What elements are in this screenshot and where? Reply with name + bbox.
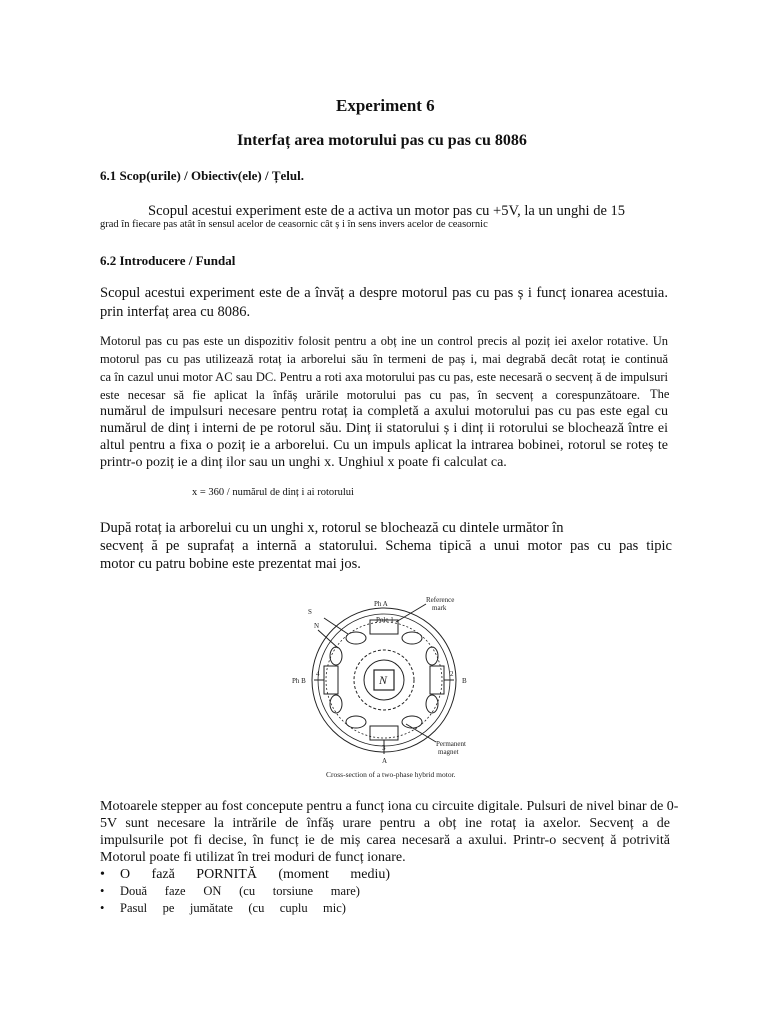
list-item: [100, 883, 360, 900]
paragraph-line: După rotaț ia arborelui cu un unghi x, rotorul se blochează cu dintele următor în: [100, 520, 564, 536]
bullet-word: pe: [162, 901, 175, 915]
paragraph-line-tail: The: [650, 387, 670, 401]
paragraph-line: Motorul poate fi utilizat în trei moduri de funcț ionare.: [100, 850, 406, 865]
paragraph-line: motor cu patru bobine este prezentat mai jos.: [100, 556, 361, 572]
intro-line: prin interfaț area cu 8086.: [100, 304, 251, 320]
bullet-word: mare): [330, 884, 360, 898]
list-item: [100, 866, 390, 884]
bullet-word: (cu: [239, 884, 256, 898]
list-item: [100, 900, 346, 917]
paragraph-line: este necesar să fie aplicat la înfăș urările motorului pas cu pas, în secvenț a corespunzătoare.: [100, 388, 640, 402]
experiment-title: Experiment 6: [336, 96, 435, 115]
label-b: B: [462, 677, 467, 685]
pole-bottom: [370, 726, 398, 740]
bullet-word: (cu: [248, 901, 265, 915]
bullet-word: jumătate: [189, 901, 233, 915]
pole-right: [430, 666, 444, 694]
paragraph-line: altul pentru a fixa o poziț ie a arborelui. Cu un impuls aplicat la intrarea bobinei, rotorul se roteș te: [100, 438, 668, 453]
label-magnet: magnet: [438, 748, 459, 756]
label-pole-1: Pole 1: [376, 616, 394, 624]
label-ph-b: Ph B: [292, 677, 306, 685]
section-1-text-line: Scopul acestui experiment este de a activa un motor pas cu +5V, la un unghi de 15: [148, 203, 626, 219]
label-n: N: [314, 622, 320, 630]
label-mark: mark: [432, 604, 447, 612]
bullet-word: PORNITĂ: [196, 867, 257, 882]
bullet-marker: •: [100, 901, 105, 915]
bullet-word: Pasul: [120, 901, 148, 915]
paragraph-line: 5V sunt necesare la intrările de înfăș urare pentru a obț ine rotaț ia axelor. Secvenț a de: [100, 816, 670, 831]
bullet-word: fază: [151, 867, 175, 882]
paragraph-line: printr-o poziț ie a dinț ilor sau un unghi x. Unghiul x poate fi calculat ca.: [100, 455, 507, 470]
label-4: 4: [316, 670, 320, 678]
paragraph-line: ca în cazul unui motor AC sau DC. Pentru a roti axa motorului pas cu pas, este necesară o secvenț ă de impulsuri: [100, 370, 668, 384]
bullet-word: ON: [203, 884, 222, 898]
section-1-title: 6.1 Scop(urile) / Obiectiv(ele) / Țelul.: [100, 168, 304, 183]
bullet-word: torsiune: [272, 884, 314, 898]
section-2-title: 6.2 Introducere / Fundal: [100, 253, 236, 268]
paragraph-line: numărul de impulsuri necesare pentru rotaț ia completă a axului motorului pas cu pas este egal cu: [100, 404, 668, 419]
paragraph-line: numărul de dinț i interni de pe rotorul său. Dinț ii statorului ș i dinț ii rotorului se blochează între ei: [100, 421, 668, 436]
bullet-word: Două: [120, 884, 148, 898]
label-permanent: Permanent: [436, 740, 466, 748]
label-a-bottom: A: [382, 757, 388, 765]
bullet-marker: •: [100, 884, 105, 898]
motor-cross-section-figure: [286, 594, 496, 784]
label-reference: Reference: [426, 596, 455, 604]
bullet-word: cuplu: [279, 901, 308, 915]
figure-caption: Cross-section of a two-phase hybrid motor.: [326, 770, 456, 779]
label-ph-a: Ph A: [374, 600, 388, 608]
paragraph-line: secvenț ă pe suprafaț a internă a statorului. Schema tipică a unui motor pas cu pas tipic: [100, 538, 672, 554]
paragraph-line: Motorul pas cu pas este un dispozitiv folosit pentru a obț ine un control precis al poziț iei axelor rotative. Un: [100, 334, 668, 348]
paragraph-line: motorul pas cu pas utilizează rotaț ia arborelui său în termeni de paș i, mai degrabă decât rotaț ie continuă: [100, 352, 668, 366]
paragraph-line: Motoarele stepper au fost concepute pentru a funcț iona cu circuite digitale. Pulsuri de nivel binar de 0-: [100, 799, 679, 814]
label-3: 3: [382, 744, 386, 752]
bullet-word: O: [120, 867, 131, 882]
bullet-word: (moment: [278, 867, 329, 882]
bullet-word: faze: [164, 884, 186, 898]
section-1-text-line-small: grad în fiecare pas atât în sensul acelor de ceasornic cât ș i în sens invers acelor de ceasornic: [100, 219, 488, 230]
label-rotor-n: N: [379, 673, 388, 687]
formula: x = 360 / numărul de dinț i ai rotorului: [192, 487, 354, 498]
bullet-word: mediu): [350, 867, 390, 882]
label-2: 2: [450, 670, 454, 678]
bullet-marker: •: [100, 867, 105, 882]
intro-line: Scopul acestui experiment este de a învăț a despre motorul pas cu pas ș i funcț ionarea acestuia.: [100, 285, 668, 301]
paragraph-line: impulsurile pot fi decise, în funcț ie de miș carea necesară a axului. Printr-o secvenț ă potrivită: [100, 833, 670, 848]
bullet-word: mic): [323, 901, 346, 915]
label-s: S: [308, 608, 312, 616]
experiment-subtitle: Interfaț area motorului pas cu pas cu 8086: [237, 132, 527, 149]
